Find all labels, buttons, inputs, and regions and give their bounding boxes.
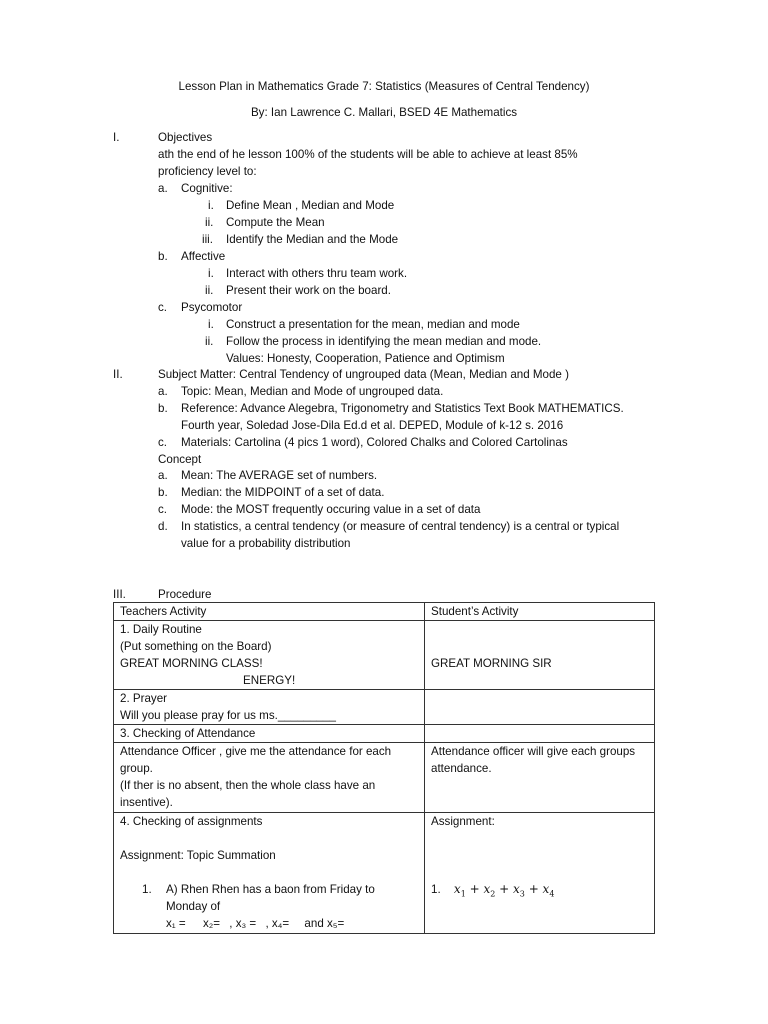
table-row	[114, 725, 655, 743]
daily-routine-greeting: GREAT MORNING CLASS!	[120, 657, 263, 670]
summation-formula: $x_1 + x_2 + x_3 + x_4$	[453, 882, 555, 899]
assignment-item	[120, 881, 418, 932]
variable-x1: x₁ =	[166, 917, 186, 930]
assignments-cell	[114, 813, 425, 934]
psycomotor-item-num: ii.	[205, 335, 214, 348]
daily-routine-student-cell	[425, 621, 655, 690]
objectives-intro-line-1: ath the end of he lesson 100% of the students will be able to achieve at least 85%	[158, 148, 578, 161]
attendance-teacher-note: (If ther is no absent, then the whole class have an insentive).	[120, 779, 376, 809]
assignments-heading: 4. Checking of assignments	[120, 815, 263, 828]
table-row	[114, 813, 655, 934]
concept-letter: b.	[158, 486, 168, 499]
psycomotor-item: Construct a presentation for the mean, median and mode	[226, 318, 520, 331]
affective-item: Interact with others thru team work.	[226, 267, 408, 280]
column-header-teacher: Teachers Activity	[114, 603, 425, 621]
cognitive-item: Compute the Mean	[226, 216, 325, 229]
daily-routine-energy: ENERGY!	[243, 674, 296, 687]
variable-x4: , x₄=	[265, 917, 290, 930]
cognitive-label: Cognitive:	[181, 182, 233, 195]
values-line: Values: Honesty, Cooperation, Patience and Optimism	[226, 352, 505, 365]
cognitive-letter: a.	[158, 182, 168, 195]
procedure-heading: Procedure	[158, 588, 212, 601]
assignment-variables	[166, 915, 418, 932]
section-numeral-procedure: III.	[113, 588, 126, 601]
prayer-student-cell	[425, 690, 655, 725]
materials-letter: c.	[158, 436, 168, 449]
concept-d-line-2: value for a probability distribution	[181, 537, 351, 550]
affective-item: Present their work on the board.	[226, 284, 391, 297]
objectives-heading: Objectives	[158, 131, 213, 144]
prayer-heading: 2. Prayer	[120, 692, 168, 705]
reference-line-1: Reference: Advance Alegebra, Trigonometry and Statistics Text Book MATHEMATICS.	[181, 402, 624, 415]
cognitive-item-num: i.	[208, 199, 214, 212]
assignment-item-text: A) Rhen Rhen has a baon from Friday to Monday of	[166, 883, 375, 913]
assignments-student-num: 1.	[431, 883, 441, 896]
affective-letter: b.	[158, 250, 168, 263]
prayer-line: Will you please pray for us ms._________	[120, 709, 336, 722]
affective-item-num: ii.	[205, 284, 214, 297]
daily-routine-line: (Put something on the Board)	[120, 640, 272, 653]
assignments-topic: Assignment: Topic Summation	[120, 849, 276, 862]
procedure-table	[113, 602, 655, 934]
concept-letter: a.	[158, 469, 168, 482]
section-numeral-subject-matter: II.	[113, 368, 123, 381]
concept-heading: Concept	[158, 453, 202, 466]
concept-d-line-1: In statistics, a central tendency (or measure of central tendency) is a central or typical	[181, 520, 620, 533]
psycomotor-label: Psycomotor	[181, 301, 243, 314]
document-title: Lesson Plan in Mathematics Grade 7: Statistics (Measures of Central Tendency)	[178, 80, 590, 93]
assignments-student-answer	[431, 881, 648, 902]
topic-letter: a.	[158, 385, 168, 398]
concept-item: Mean: The AVERAGE set of numbers.	[181, 469, 378, 482]
cognitive-item-num: iii.	[202, 233, 213, 246]
prayer-cell	[114, 690, 425, 725]
table-header-row	[114, 603, 655, 621]
assignment-item-num: 1.	[142, 883, 152, 896]
attendance-student-cell	[425, 743, 655, 813]
daily-routine-cell	[114, 621, 425, 690]
materials-line: Materials: Cartolina (4 pics 1 word), Colored Chalks and Colored Cartolinas	[181, 436, 568, 449]
daily-routine-heading: 1. Daily Routine	[120, 623, 202, 636]
variable-x5: and x₅=	[304, 917, 345, 930]
cognitive-item: Define Mean , Median and Mode	[226, 199, 395, 212]
attendance-heading-student-cell	[425, 725, 655, 743]
document-author: By: Ian Lawrence C. Mallari, BSED 4E Mathematics	[250, 106, 518, 119]
column-header-student: Student’s Activity	[425, 603, 655, 621]
cognitive-item-num: ii.	[205, 216, 214, 229]
affective-item-num: i.	[208, 267, 214, 280]
table-row	[114, 621, 655, 690]
table-row	[114, 743, 655, 813]
concept-item: Mode: the MOST frequently occuring value in a set of data	[181, 503, 481, 516]
reference-line-2: Fourth year, Soledad Jose-Dila Ed.d et al. DEPED, Module of k-12 s. 2016	[181, 419, 564, 432]
attendance-cell	[114, 743, 425, 813]
assignments-student-cell	[425, 813, 655, 934]
attendance-teacher-text: Attendance Officer , give me the attendance for each group.	[120, 745, 392, 775]
concept-letter: d.	[158, 520, 168, 533]
concept-item: Median: the MIDPOINT of a set of data.	[181, 486, 385, 499]
daily-routine-student-response: GREAT MORNING SIR	[431, 657, 552, 670]
assignments-student-heading: Assignment:	[431, 815, 495, 828]
attendance-heading: 3. Checking of Attendance	[114, 725, 425, 743]
section-numeral-objectives: I.	[113, 131, 120, 144]
concept-letter: c.	[158, 503, 168, 516]
psycomotor-item: Follow the process in identifying the mean median and mode.	[226, 335, 542, 348]
psycomotor-item-num: i.	[208, 318, 214, 331]
cognitive-item: Identify the Median and the Mode	[226, 233, 399, 246]
attendance-student-text: Attendance officer will give each groups attendance.	[431, 745, 636, 775]
variable-x3: , x₃ =	[229, 917, 257, 930]
variable-x2: x₂=	[202, 917, 221, 930]
topic-line: Topic: Mean, Median and Mode of ungrouped data.	[181, 385, 444, 398]
psycomotor-letter: c.	[158, 301, 168, 314]
table-row	[114, 690, 655, 725]
subject-matter-heading: Subject Matter: Central Tendency of ungrouped data (Mean, Median and Mode )	[158, 368, 569, 381]
reference-letter: b.	[158, 402, 168, 415]
objectives-intro-line-2: proficiency level to:	[158, 165, 257, 178]
affective-label: Affective	[181, 250, 226, 263]
